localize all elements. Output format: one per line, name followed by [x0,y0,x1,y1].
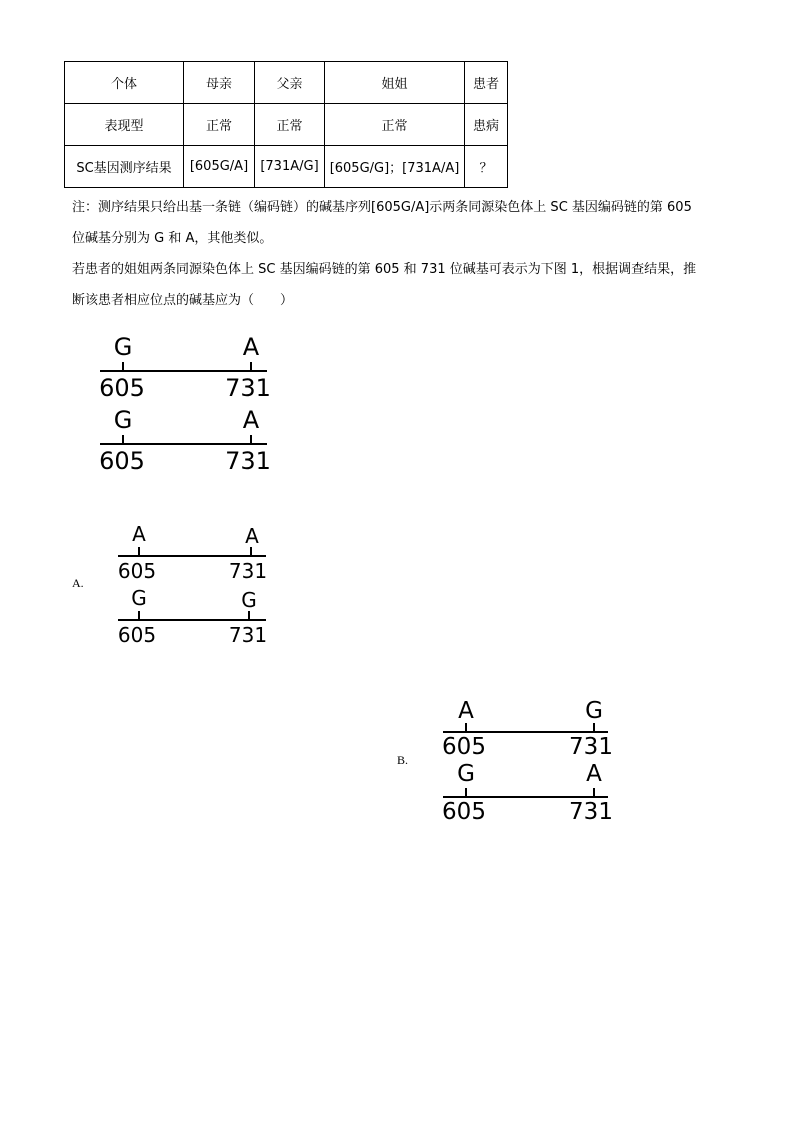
table-cell: 患病 [465,104,508,146]
base-label: G [131,586,147,610]
base-label: G [585,698,603,724]
question-line-2: 断该患者相应位点的碱基应为（ ） [72,293,294,308]
chromosome-strand [118,586,270,648]
locus-tick [465,788,467,796]
question-line-1: 若患者的姐姐两条同源染色体上 SC 基因编码链的第 605 和 731 位碱基可表示为下图 1，根据调查结果，推 [72,262,697,277]
locus-tick [248,611,250,619]
strand-line [443,796,608,798]
position-label: 605 [117,623,157,647]
position-label: 731 [569,799,613,825]
strand-line [100,370,267,372]
position-label: 605 [442,799,486,825]
locus-tick [122,435,124,443]
table-cell: 正常 [184,104,255,146]
locus-tick [465,723,467,731]
chromosome-strand [118,522,270,584]
position-label: 605 [442,734,486,760]
locus-tick [593,788,595,796]
base-label: A [458,698,474,724]
strand-line [443,731,608,733]
locus-tick [122,362,124,370]
position-label: 605 [99,447,145,475]
locus-tick [250,547,252,555]
position-label: 731 [228,623,268,647]
position-label: 731 [225,447,271,475]
note-line-2: 位碱基分别为 G 和 A，其他类似。 [72,231,273,246]
base-label: G [457,761,475,787]
table-row [65,104,508,146]
base-label: A [132,522,146,546]
strand-line [118,555,266,557]
table-cell: [605G/A] [184,146,255,188]
position-label: 731 [225,374,271,402]
header-cell: 父亲 [255,62,325,104]
position-label: 605 [99,374,145,402]
table-cell: SC基因测序结果 [65,146,184,188]
chromosome-strand [443,761,613,827]
position-label: 731 [228,559,268,583]
note-line-1: 注：测序结果只给出基一条链（编码链）的碱基序列[605G/A]示两条同源染色体上 SC 基因编码链的第 605 [72,200,692,215]
table-header-row [65,62,508,104]
table-cell: [605G/G]；[731A/A] [325,146,465,188]
locus-tick [593,723,595,731]
base-label: G [241,588,257,612]
locus-tick [250,435,252,443]
chromosome-strand [100,333,270,403]
option-a-diagram [118,522,270,647]
base-label: A [242,333,260,361]
strand-line [118,619,266,621]
base-label: A [242,406,260,434]
base-label: G [113,333,133,361]
chromosome-strand [100,406,270,476]
base-label: A [245,524,259,548]
locus-tick [138,547,140,555]
table-cell: ？ [465,146,508,188]
header-cell: 患者 [465,62,508,104]
chromosome-strand [443,698,613,764]
header-cell: 个体 [65,62,184,104]
header-cell: 母亲 [184,62,255,104]
position-label: 731 [569,734,613,760]
base-label: G [113,406,133,434]
option-b-label: B. [397,753,409,767]
table-cell: 正常 [325,104,465,146]
figure-1-diagram [100,333,270,473]
position-label: 605 [117,559,157,583]
table-cell: [731A/G] [255,146,325,188]
locus-tick [138,611,140,619]
table-cell: 表现型 [65,104,184,146]
base-label: A [586,761,602,787]
header-cell: 姐姐 [325,62,465,104]
table-row [65,146,508,188]
strand-line [100,443,267,445]
table-cell: 正常 [255,104,325,146]
genotype-table [64,61,508,188]
option-a-label: A. [72,576,84,590]
option-b-diagram [443,698,613,828]
locus-tick [250,362,252,370]
